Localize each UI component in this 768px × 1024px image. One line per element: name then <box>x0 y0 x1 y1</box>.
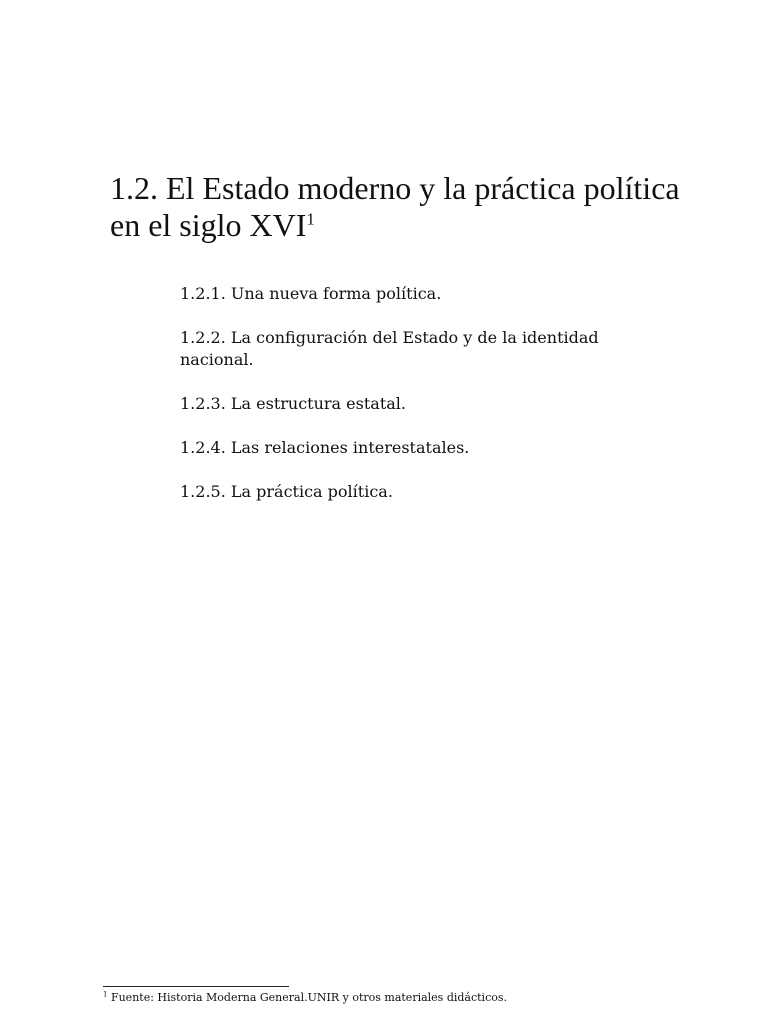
section-heading-text: 1.2. El Estado moderno y la práctica política en el siglo XVI <box>110 170 680 243</box>
footnote-separator <box>103 986 289 987</box>
subsection-item: 1.2.2. La configuración del Estado y de la identidad nacional. <box>180 328 599 369</box>
section-heading <box>110 170 710 244</box>
subsection-item: 1.2.3. La estructura estatal. <box>180 394 406 413</box>
subsection-item: 1.2.4. Las relaciones interestatales. <box>180 438 470 457</box>
subsection-item: 1.2.1. Una nueva forma política. <box>180 284 442 303</box>
subsection-list <box>180 283 600 525</box>
footnote <box>103 991 703 1005</box>
footnote-marker: 1 <box>103 990 108 999</box>
subsection-item: 1.2.5. La práctica política. <box>180 482 393 501</box>
footnote-text: Fuente: Historia Moderna General.UNIR y otros materiales didácticos. <box>110 991 508 1004</box>
heading-footnote-marker[interactable]: 1 <box>306 209 315 229</box>
